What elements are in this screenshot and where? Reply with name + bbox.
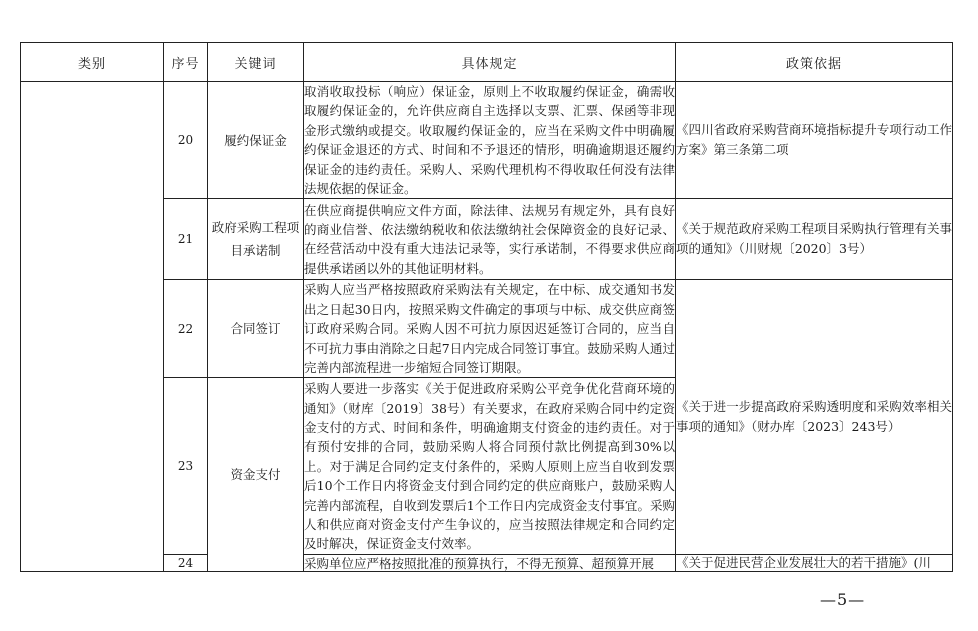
row-rule: 采购单位应严格按照批准的预算执行，不得无预算、超预算开展 xyxy=(304,555,676,572)
policy-table xyxy=(20,42,953,572)
table-header-row xyxy=(21,43,953,82)
header-basis: 政策依据 xyxy=(676,43,953,82)
table-row xyxy=(21,82,953,199)
row-keyword: 履约保证金 xyxy=(208,82,304,199)
header-rule: 具体规定 xyxy=(304,43,676,82)
row-number: 21 xyxy=(164,199,208,280)
header-number: 序号 xyxy=(164,43,208,82)
row-rule: 采购人要进一步落实《关于促进政府采购公平竞争优化营商环境的通知》（财库〔2019〕38号）有关要求，在政府采购合同中约定资金支付的方式、时间和条件，明确逾期支付资金的违约责任。对于有预付安排的合同，鼓励采购人将合同预付款比例提高到30%以上。对于满足合同约定支付条件的，采购人原则上应当自收到发票后10个工作日内将资金支付到合同约定的供应商账户，鼓励采购人完善内部流程，自收到发票后1个工作日内完成资金支付事宜。采购人和供应商对资金支付产生争议的，应当按照法律规定和合同约定及时解决，保证资金支付效率。 xyxy=(304,378,676,555)
row-rule: 在供应商提供响应文件方面，除法律、法规另有规定外，具有良好的商业信誉、依法缴纳税收和依法缴纳社会保障资金的良好记录、在经营活动中没有重大违法记录等，实行承诺制，不得要求供应商提供承诺函以外的其他证明材料。 xyxy=(304,199,676,280)
header-keyword: 关键词 xyxy=(208,43,304,82)
row-number: 23 xyxy=(164,378,208,555)
row-basis: 《关于促进民营企业发展壮大的若干措施》(川 xyxy=(676,555,953,572)
header-category: 类别 xyxy=(21,43,164,82)
page-number: —5— xyxy=(820,590,866,609)
row-number: 22 xyxy=(164,280,208,378)
row-rule: 取消收取投标（响应）保证金，原则上不收取履约保证金，确需收取履约保证金的，允许供应商自主选择以支票、汇票、保函等非现金形式缴纳或提交。收取履约保证金的，应当在采购文件中明确履约保证金退还的方式、时间和不予退还的情形，明确逾期退还履约保证金的违约责任。采购人、采购代理机构不得收取任何没有法律法规依据的保证金。 xyxy=(304,82,676,199)
row-basis: 《关于规范政府采购工程项目采购执行管理有关事项的通知》（川财规〔2020〕3号） xyxy=(676,199,953,280)
row-basis: 《四川省政府采购营商环境指标提升专项行动工作方案》第三条第二项 xyxy=(676,82,953,199)
row-basis: 《关于进一步提高政府采购透明度和采购效率相关事项的通知》（财办库〔2023〕243号） xyxy=(676,280,953,555)
row-number: 24 xyxy=(164,555,208,572)
row-keyword: 合同签订 xyxy=(208,280,304,378)
row-number: 20 xyxy=(164,82,208,199)
row-keyword: 政府采购工程项目承诺制 xyxy=(208,199,304,280)
row-keyword: 资金支付 xyxy=(208,378,304,572)
row-rule: 采购人应当严格按照政府采购法有关规定，在中标、成交通知书发出之日起30日内，按照采购文件确定的事项与中标、成交供应商签订政府采购合同。采购人因不可抗力原因迟延签订合同的，应当自不可抗力事由消除之日起7日内完成合同签订事宜。鼓励采购人通过完善内部流程进一步缩短合同签订期限。 xyxy=(304,280,676,378)
category-cell xyxy=(21,82,164,572)
